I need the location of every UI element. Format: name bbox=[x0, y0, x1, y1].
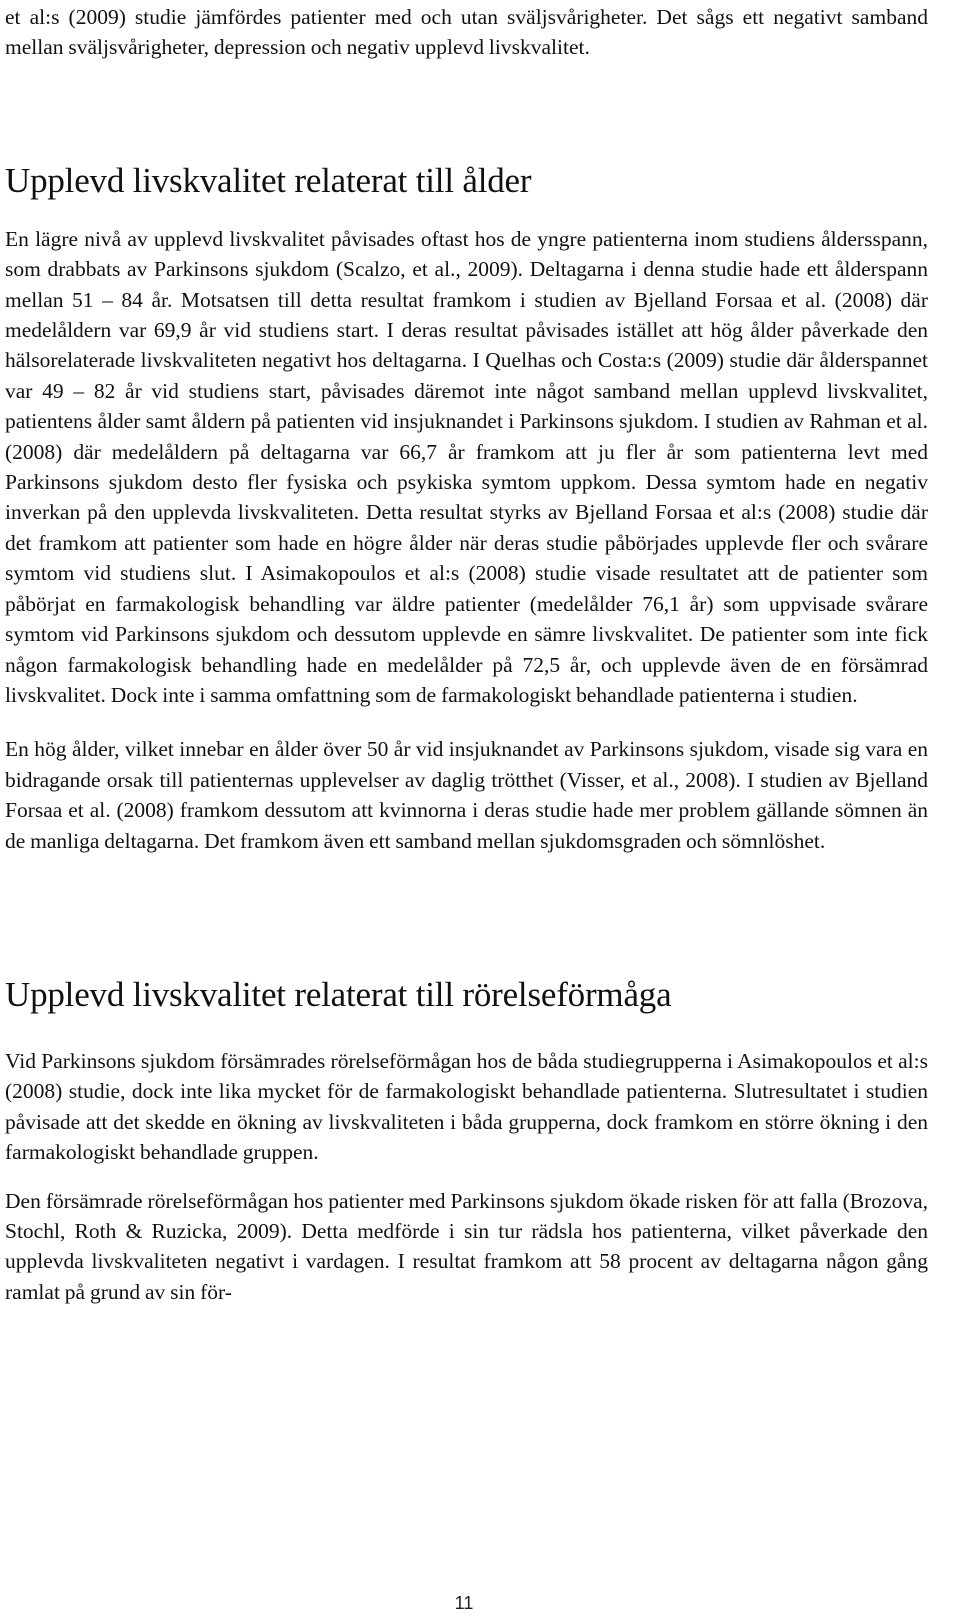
page-number: 11 bbox=[454, 1593, 474, 1613]
age-paragraph-1: En lägre nivå av upplevd livskvalitet påvisades oftast hos de yngre patienterna inom studiens åldersspann, som drabbats av Parkinsons sjukdom (Scalzo, et al., 2009). Deltagarna i denna studie hade ett ålderspann mellan 51 – 84 år. Motsatsen till detta resultat framkom i studien av Bjelland Forsaa et al. (2008) där medelåldern var 69,9 år vid studiens start. I deras resultat påvisades istället att hög ålder påverkade den hälsorelaterade livskvaliteten negativt hos deltagarna. I Quelhas och Costa:s (2009) studie där ålderspannet var 49 – 82 år vid studiens start, påvisades däremot inte något samband mellan upplevd livskvalitet, patientens ålder samt åldern på patienten vid insjuknandet i Parkinsons sjukdom. I studien av Rahman et al. (2008) där medelåldern på deltagarna var 66,7 år framkom att ju fler år som patienterna levt med Parkinsons sjukdom desto fler fysiska och psykiska symtom uppkom. Dessa symtom hade en negativ inverkan på den upplevda livskvaliteten. Detta resultat styrks av Bjelland Forsaa et al:s (2008) studie där det framkom att patienter som hade en högre ålder när deras studie påbörjades upplevde fler och svårare symtom vid studiens slut. I Asimakopoulos et al:s (2008) studie visade resultatet att de patienter som påbörjat en farmakologisk behandling var äldre patienter (medelålder 76,1 år) som uppvisade svårare symtom vid Parkinsons sjukdom och dessutom upplevde en sämre livskvalitet. De patienter som inte fick någon farmakologisk behandling hade en medelålder på 72,5 år, och upplevde även de en försämrad livskvalitet. Dock inte i samma omfattning som de farmakologiskt behandlade patienterna i studien. bbox=[5, 226, 928, 707]
mobility-paragraph-1: Vid Parkinsons sjukdom försämrades rörelseförmågan hos de båda studiegrupperna i Asimakopoulos et al:s (2008) studie, dock inte lika mycket för de farmakologiskt behandlade patienterna. Slutresultatet i studien påvisade att det skedde en ökning av livskvaliteten i båda grupperna, dock framkom en större ökning i den farmakologiskt behandlade gruppen. bbox=[5, 1048, 928, 1165]
age-paragraph-2: En hög ålder, vilket innebar en ålder över 50 år vid insjuknandet av Parkinsons sjukdom, visade sig vara en bidragande orsak till patienternas upplevelser av daglig trötthet (Visser, et al., 2008). I studien av Bjelland Forsaa et al. (2008) framkom dessutom att kvinnorna i deras studie hade mer problem gällande sömnen än de manliga deltagarna. Det framkom även ett samband mellan sjukdomsgraden och sömnlöshet. bbox=[5, 737, 928, 853]
section-heading-age: Upplevd livskvalitet relaterat till ålder bbox=[5, 160, 532, 200]
intro-paragraph: et al:s (2009) studie jämfördes patienter med och utan sväljsvårigheter. Det sågs ett negativt samband mellan sväljsvårigheter, depression och negativ upplevd livskvalitet. bbox=[5, 5, 928, 60]
mobility-paragraph-2: Den försämrade rörelseförmågan hos patienter med Parkinsons sjukdom ökade risken för att falla (Brozova, Stochl, Roth & Ruzicka, 2009). Detta medförde i sin tur rädsla hos patienterna, vilket påverkade den upplevda livskvaliteten negativt i vardagen. I resultat framkom att 58 procent av deltagarna någon gång ramlat på grund av sin för- bbox=[5, 1188, 928, 1304]
section-heading-mobility: Upplevd livskvalitet relaterat till rörelseförmåga bbox=[5, 974, 672, 1014]
